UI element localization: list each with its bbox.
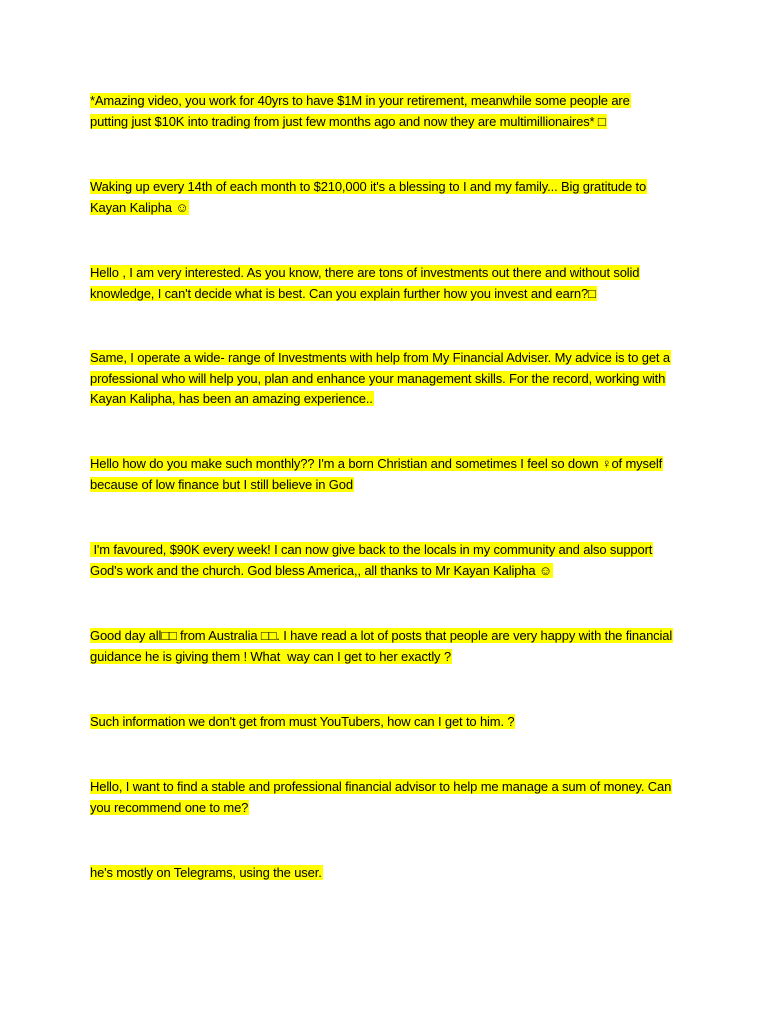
text-line <box>90 626 690 647</box>
highlighted-text: Kayan Kalipha ☺ <box>90 199 189 215</box>
comment-paragraph <box>90 540 690 581</box>
text-line <box>90 712 690 733</box>
comment-paragraph <box>90 348 690 410</box>
text-line <box>90 475 690 496</box>
highlighted-text: Good day all□□ from Australia □□. I have read a lot of posts that people are very happy with the financial <box>90 628 673 643</box>
text-line <box>90 863 690 884</box>
comment-paragraph <box>90 177 690 218</box>
text-line <box>90 561 690 582</box>
highlighted-text: professional who will help you, plan and enhance your management skills. For the record, working with <box>90 370 666 386</box>
highlighted-text: God's work and the church. God bless America,, all thanks to Mr Kayan Kalipha ☺ <box>90 562 553 578</box>
text-line <box>90 777 690 798</box>
highlighted-text: you recommend one to me? <box>90 799 249 815</box>
comment-paragraph <box>90 91 690 132</box>
comment-paragraph <box>90 712 690 733</box>
highlighted-text: guidance he is giving them ! What way can I get to her exactly ? <box>90 648 451 664</box>
text-line <box>90 798 690 819</box>
highlighted-text: Hello, I want to find a stable and professional financial advisor to help me manage a sum of money. Can <box>90 779 672 794</box>
highlighted-text: he's mostly on Telegrams, using the user. <box>90 865 322 880</box>
text-line <box>90 91 690 112</box>
comment-paragraph <box>90 777 690 818</box>
highlighted-text: Same, I operate a wide- range of Investments with help from My Financial Adviser. My advice is to get a <box>90 350 670 365</box>
highlighted-text: I'm favoured, $90K every week! I can now give back to the locals in my community and also support <box>90 542 653 557</box>
text-line <box>90 454 690 475</box>
highlighted-text: *Amazing video, you work for 40yrs to have $1M in your retirement, meanwhile some people are <box>90 93 630 108</box>
text-line <box>90 177 690 198</box>
text-line <box>90 540 690 561</box>
highlighted-text: because of low finance but I still believe in God <box>90 476 353 492</box>
highlighted-text: knowledge, I can't decide what is best. Can you explain further how you invest and earn?□ <box>90 285 596 301</box>
text-line <box>90 389 690 410</box>
text-line <box>90 284 690 305</box>
comment-paragraph <box>90 863 690 884</box>
text-line <box>90 647 690 668</box>
highlighted-text: Hello , I am very interested. As you know, there are tons of investments out there and without solid <box>90 265 640 280</box>
comment-paragraph <box>90 626 690 667</box>
comment-paragraph <box>90 454 690 495</box>
text-line <box>90 369 690 390</box>
highlighted-text: Such information we don't get from must YouTubers, how can I get to him. ? <box>90 714 515 729</box>
text-line <box>90 263 690 284</box>
highlighted-text: Hello how do you make such monthly?? I'm a born Christian and sometimes I feel so down ♀of myself <box>90 456 663 471</box>
text-line <box>90 112 690 133</box>
highlighted-text: Waking up every 14th of each month to $210,000 it's a blessing to I and my family... Big gratitude to <box>90 179 647 194</box>
highlighted-text: Kayan Kalipha, has been an amazing experience.. <box>90 391 373 406</box>
text-line <box>90 198 690 219</box>
text-line <box>90 348 690 369</box>
comment-paragraph <box>90 263 690 304</box>
highlighted-text: putting just $10K into trading from just few months ago and now they are multimillionaires* □ <box>90 113 606 129</box>
